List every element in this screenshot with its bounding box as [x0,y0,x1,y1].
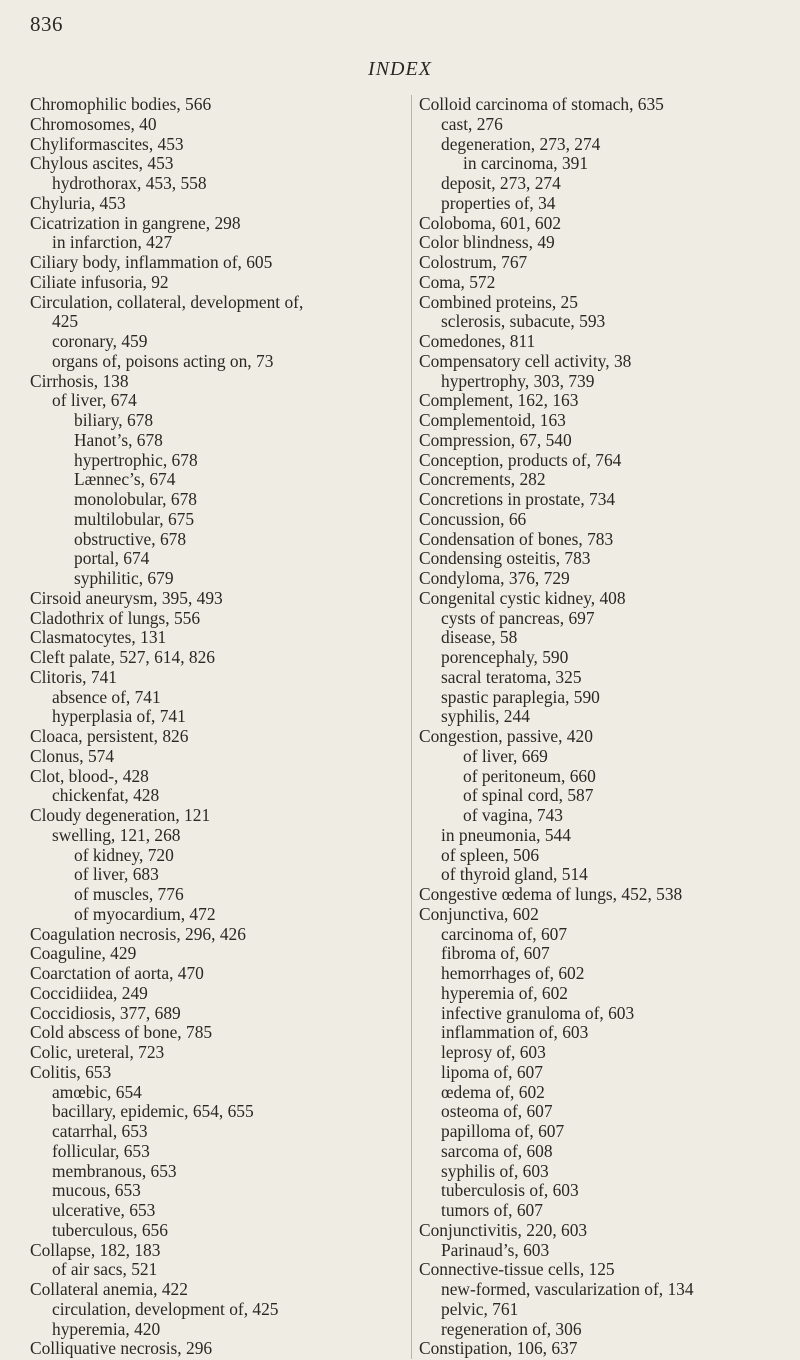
index-entry: Concretions in prostate, 734 [419,489,616,509]
index-entry: Complement, 162, 163 [419,390,579,411]
index-entry: Congestion, passive, 420 [419,726,593,746]
index-entry: Chyluria, 453 [30,192,126,213]
index-subentry: coronary, 459 [52,331,148,351]
index-subentry: hyperplasia of, 741 [52,706,186,727]
index-entry: Collateral anemia, 422 [30,1279,188,1299]
index-subentry: follicular, 653 [52,1140,150,1161]
index-entry: Concrements, 282 [419,469,546,490]
index-entry: Collapse, 182, 183 [30,1239,161,1260]
index-subentry: hydrothorax, 453, 558 [52,173,207,193]
index-subentry: hypertrophic, 678 [74,449,198,470]
index-subentry: sacral teratoma, 325 [441,666,582,687]
index-entry: Concussion, 66 [419,508,527,529]
index-subentry: sclerosis, subacute, 593 [441,311,606,332]
index-entry: Clot, blood-, 428 [30,765,149,786]
index-entry: Constipation, 106, 637 [419,1338,578,1359]
index-entry: Coarctation of aorta, 470 [30,963,204,983]
index-entry: Condyloma, 376, 729 [419,568,570,588]
index-subentry: of kidney, 720 [74,844,174,865]
index-entry: Chromosomes, 40 [30,113,157,134]
index-entry: Clitoris, 741 [30,666,117,687]
index-entry: Compensatory cell activity, 38 [419,350,632,371]
index-subentry: multilobular, 675 [74,508,195,529]
index-subentry: properties of, 34 [441,192,556,213]
index-subentry: cysts of pancreas, 697 [441,607,595,628]
index-entry: Cirsoid aneurysm, 395, 493 [30,587,223,608]
index-subentry: syphilis, 244 [441,706,530,727]
index-subentry: in infarction, 427 [52,232,173,253]
index-entry: Color blindness, 49 [419,232,555,253]
index-subentry: obstructive, 678 [74,528,187,549]
index-column-left [30,95,405,1359]
index-subentry: cast, 276 [441,113,503,134]
index-entry: Colloid carcinoma of stomach, 635 [419,94,664,114]
index-entry: Cloudy degeneration, 121 [30,805,211,825]
index-entry: Complementoid, 163 [419,410,566,430]
index-subentry: regeneration of, 306 [441,1318,582,1339]
index-subentry: organs of, poisons acting on, 73 [52,350,274,371]
index-subentry: carcinoma of, 607 [441,923,568,944]
index-entry: Condensation of bones, 783 [419,528,614,549]
index-subentry: mucous, 653 [52,1180,141,1201]
index-subentry: degeneration, 273, 274 [441,133,601,154]
index-subentry: porencephaly, 590 [441,647,569,667]
index-entry: Coma, 572 [419,271,496,292]
index-subentry: leprosy of, 603 [441,1042,546,1062]
index-entry: Coaguline, 429 [30,943,137,964]
index-subentry: tuberculosis of, 603 [441,1180,579,1201]
index-subentry: inflammation of, 603 [441,1022,589,1043]
index-entry: Chylous ascites, 453 [30,153,174,174]
index-subentry: of air sacs, 521 [52,1259,158,1280]
index-subentry: syphilis of, 603 [441,1160,549,1181]
index-subentry: infective granuloma of, 603 [441,1002,635,1023]
index-entry: Coccidiidea, 249 [30,982,148,1003]
index-subentry: of vagina, 743 [463,805,563,825]
index-entry: Congestive œdema of lungs, 452, 538 [419,884,683,904]
index-entry: Coagulation necrosis, 296, 426 [30,923,246,944]
index-entry: Colostrum, 767 [419,252,528,272]
index-subentry: syphilitic, 679 [74,568,174,588]
index-subentry: Hanot’s, 678 [74,429,163,450]
index-subentry: fibroma of, 607 [441,943,550,964]
index-entry: Colliquative necrosis, 296 [30,1338,213,1359]
index-subentry: of myocardium, 472 [74,903,216,924]
index-entry: Compression, 67, 540 [419,429,572,450]
index-column-right [411,95,800,1359]
index-entry: Comedones, 811 [419,331,536,351]
index-entry: Cicatrization in gangrene, 298 [30,212,241,233]
index-entry: Conjunctiva, 602 [419,903,539,924]
index-entry: Chromophilic bodies, 566 [30,94,212,114]
index-subentry: portal, 674 [74,548,150,569]
index-entry: Colic, ureteral, 723 [30,1042,165,1062]
index-subentry: swelling, 121, 268 [52,824,181,845]
index-subentry: membranous, 653 [52,1160,177,1181]
index-subentry: tuberculous, 656 [52,1219,168,1240]
index-subentry: in pneumonia, 544 [441,824,571,845]
index-subentry: hypertrophy, 303, 739 [441,370,595,391]
index-entry: Cirrhosis, 138 [30,370,129,391]
index-subentry: of muscles, 776 [74,884,184,904]
index-subentry: œdema of, 602 [441,1081,545,1102]
index-subentry: biliary, 678 [74,410,154,430]
index-subentry: of liver, 683 [74,864,159,885]
index-subentry: of spleen, 506 [441,844,540,865]
index-entry-continuation: 425 [52,311,79,332]
index-entry: Clonus, 574 [30,745,115,766]
index-subentry: in carcinoma, 391 [463,153,589,174]
index-entry: Cloaca, persistent, 826 [30,726,189,746]
index-subentry: Parinaud’s, 603 [441,1239,550,1260]
index-entry: Cold abscess of bone, 785 [30,1022,213,1043]
index-subentry: deposit, 273, 274 [441,173,561,193]
index-entry: Clasmatocytes, 131 [30,627,167,648]
index-entry: Colitis, 653 [30,1061,112,1082]
index-subentry: monolobular, 678 [74,489,197,509]
index-entry: Cleft palate, 527, 614, 826 [30,647,215,667]
index-subentry: spastic paraplegia, 590 [441,686,600,707]
page-number: 836 [30,12,63,36]
index-subentry: hemorrhages of, 602 [441,963,585,983]
index-subentry: amœbic, 654 [52,1081,142,1102]
index-subentry: of peritoneum, 660 [463,765,596,786]
index-entry: Chyliformascites, 453 [30,133,184,154]
index-subentry: tumors of, 607 [441,1200,543,1220]
running-head: INDEX [368,58,432,80]
index-subentry: new-formed, vascularization of, 134 [441,1279,694,1299]
index-entry: Congenital cystic kidney, 408 [419,587,626,608]
index-subentry: of liver, 669 [463,745,548,766]
index-subentry: of spinal cord, 587 [463,785,594,806]
index-subentry: Lænnec’s, 674 [74,469,176,490]
index-entry: Combined proteins, 25 [419,291,578,312]
index-subentry: circulation, development of, 425 [52,1298,279,1319]
index-subentry: bacillary, epidemic, 654, 655 [52,1101,254,1122]
index-entry: Coccidiosis, 377, 689 [30,1002,181,1023]
index-subentry: sarcoma of, 608 [441,1140,553,1161]
index-entry: Ciliary body, inflammation of, 605 [30,252,273,272]
index-subentry: hyperemia of, 602 [441,982,569,1003]
index-entry: Condensing osteitis, 783 [419,548,591,569]
index-subentry: hyperemia, 420 [52,1318,161,1339]
index-entry: Cladothrix of lungs, 556 [30,607,201,628]
index-entry: Coloboma, 601, 602 [419,212,562,233]
index-subentry: chickenfat, 428 [52,785,160,806]
index-subentry: of liver, 674 [52,390,137,411]
index-subentry: osteoma of, 607 [441,1101,553,1122]
index-subentry: disease, 58 [441,627,518,648]
index-subentry: pelvic, 761 [441,1298,519,1319]
index-entry: Conception, products of, 764 [419,449,622,470]
index-entry: Conjunctivitis, 220, 603 [419,1219,588,1240]
index-subentry: lipoma of, 607 [441,1061,543,1082]
index-entry: Ciliate infusoria, 92 [30,271,169,292]
index-entry: Connective-tissue cells, 125 [419,1259,615,1280]
index-subentry: of thyroid gland, 514 [441,864,588,885]
index-subentry: catarrhal, 653 [52,1121,148,1141]
index-subentry: absence of, 741 [52,686,161,707]
index-subentry: ulcerative, 653 [52,1200,156,1220]
index-entry: Circulation, collateral, development of, [30,291,304,312]
index-subentry: papilloma of, 607 [441,1121,565,1141]
